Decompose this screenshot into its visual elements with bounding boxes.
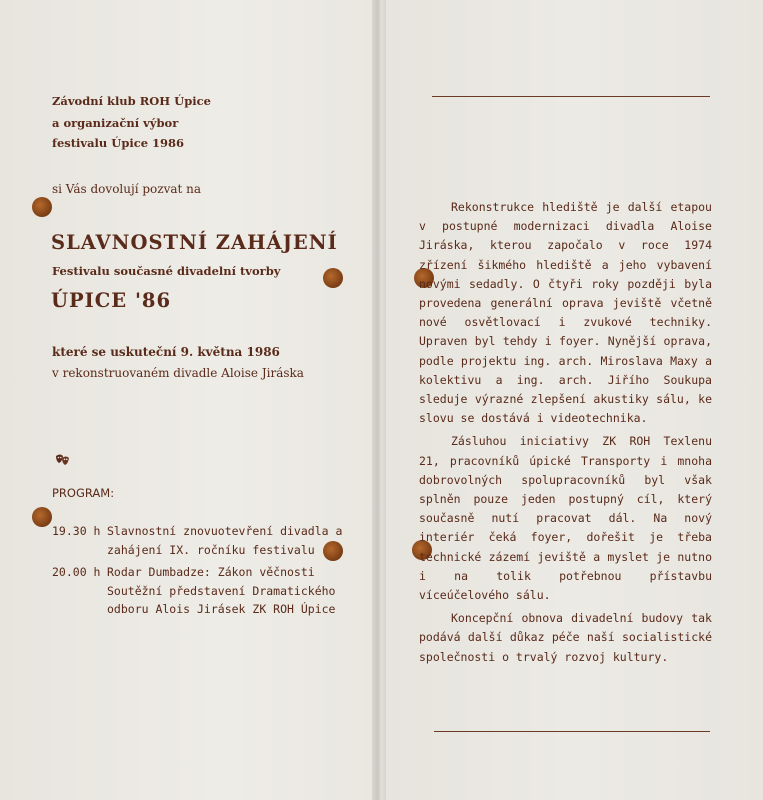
festival-name: ÚPICE '86 bbox=[51, 289, 172, 312]
program-line: Soutěžní představení Dramatického bbox=[107, 584, 336, 598]
program-line: zahájení IX. ročníku festivalu bbox=[107, 543, 315, 557]
event-title: SLAVNOSTNÍ ZAHÁJENÍ bbox=[51, 231, 338, 254]
bottom-rule bbox=[434, 731, 710, 732]
top-rule bbox=[432, 96, 710, 97]
program-line: odboru Alois Jirásek ZK ROH Úpice bbox=[107, 602, 336, 616]
program-line: Slavnostní znovuotevření divadla a bbox=[107, 524, 343, 538]
card-fold bbox=[372, 0, 386, 800]
organizer-line-3: festivalu Úpice 1986 bbox=[52, 136, 185, 150]
paragraph: Rekonstrukce hlediště je další etapou v postupné modernizaci divadla Aloise Jiráska, kterou započalo v roce 1974 zřízení šikmého hlediště a jeho vybavení novými sedadly. O čtyři roky později byla provedena generální oprava jeviště včetně nové osvětlovací i zvukové techniky. Upraven byl tehdy i foyer. Nynější oprava, podle projektu ing. arch. Miroslava Maxy a kolektivu a ing. arch. Jiřího Soukupa sleduje výrazné zlepšení akustiky sálu, ke slovu se dostává i videotechnika. bbox=[419, 200, 712, 426]
punch-hole bbox=[32, 507, 52, 527]
date-line: které se uskuteční 9. května 1986 bbox=[52, 345, 280, 359]
punch-hole bbox=[323, 268, 343, 288]
organizer-line-1: Závodní klub ROH Úpice bbox=[52, 94, 211, 108]
program-label: PROGRAM: bbox=[52, 486, 115, 500]
reconstruction-text bbox=[419, 198, 712, 667]
masks-logo-icon bbox=[54, 453, 70, 467]
punch-hole bbox=[323, 541, 343, 561]
organizer-line-2: a organizační výbor bbox=[52, 116, 179, 130]
paragraph: Zásluhou iniciativy ZK ROH Texlenu 21, pracovníků úpické Transporty i mnoha dobrovolných spolupracovníků byl však splněn pouze jeden postupný cíl, který současně nutí pracovat dál. Na nový interiér čeká foyer, dořešit je třeba technické zázemí jeviště a myslet je nutno i na tolik potřebnou přístavbu víceúčelového sálu. bbox=[419, 434, 712, 603]
paragraph: Koncepční obnova divadelní budovy tak podává další důkaz péče naší socialistické společnosti o trvalý rozvoj kultury. bbox=[419, 611, 712, 664]
program-line: Rodar Dumbadze: Zákon věčnosti bbox=[107, 565, 315, 579]
invite-line: si Vás dovolují pozvat na bbox=[52, 182, 202, 196]
festival-subtitle: Festivalu současné divadelní tvorby bbox=[52, 264, 281, 278]
venue-line: v rekonstruovaném divadle Aloise Jiráska bbox=[52, 366, 304, 380]
program-time: 20.00 h bbox=[52, 565, 101, 579]
program-time: 19.30 h bbox=[52, 524, 101, 538]
punch-hole bbox=[32, 197, 52, 217]
